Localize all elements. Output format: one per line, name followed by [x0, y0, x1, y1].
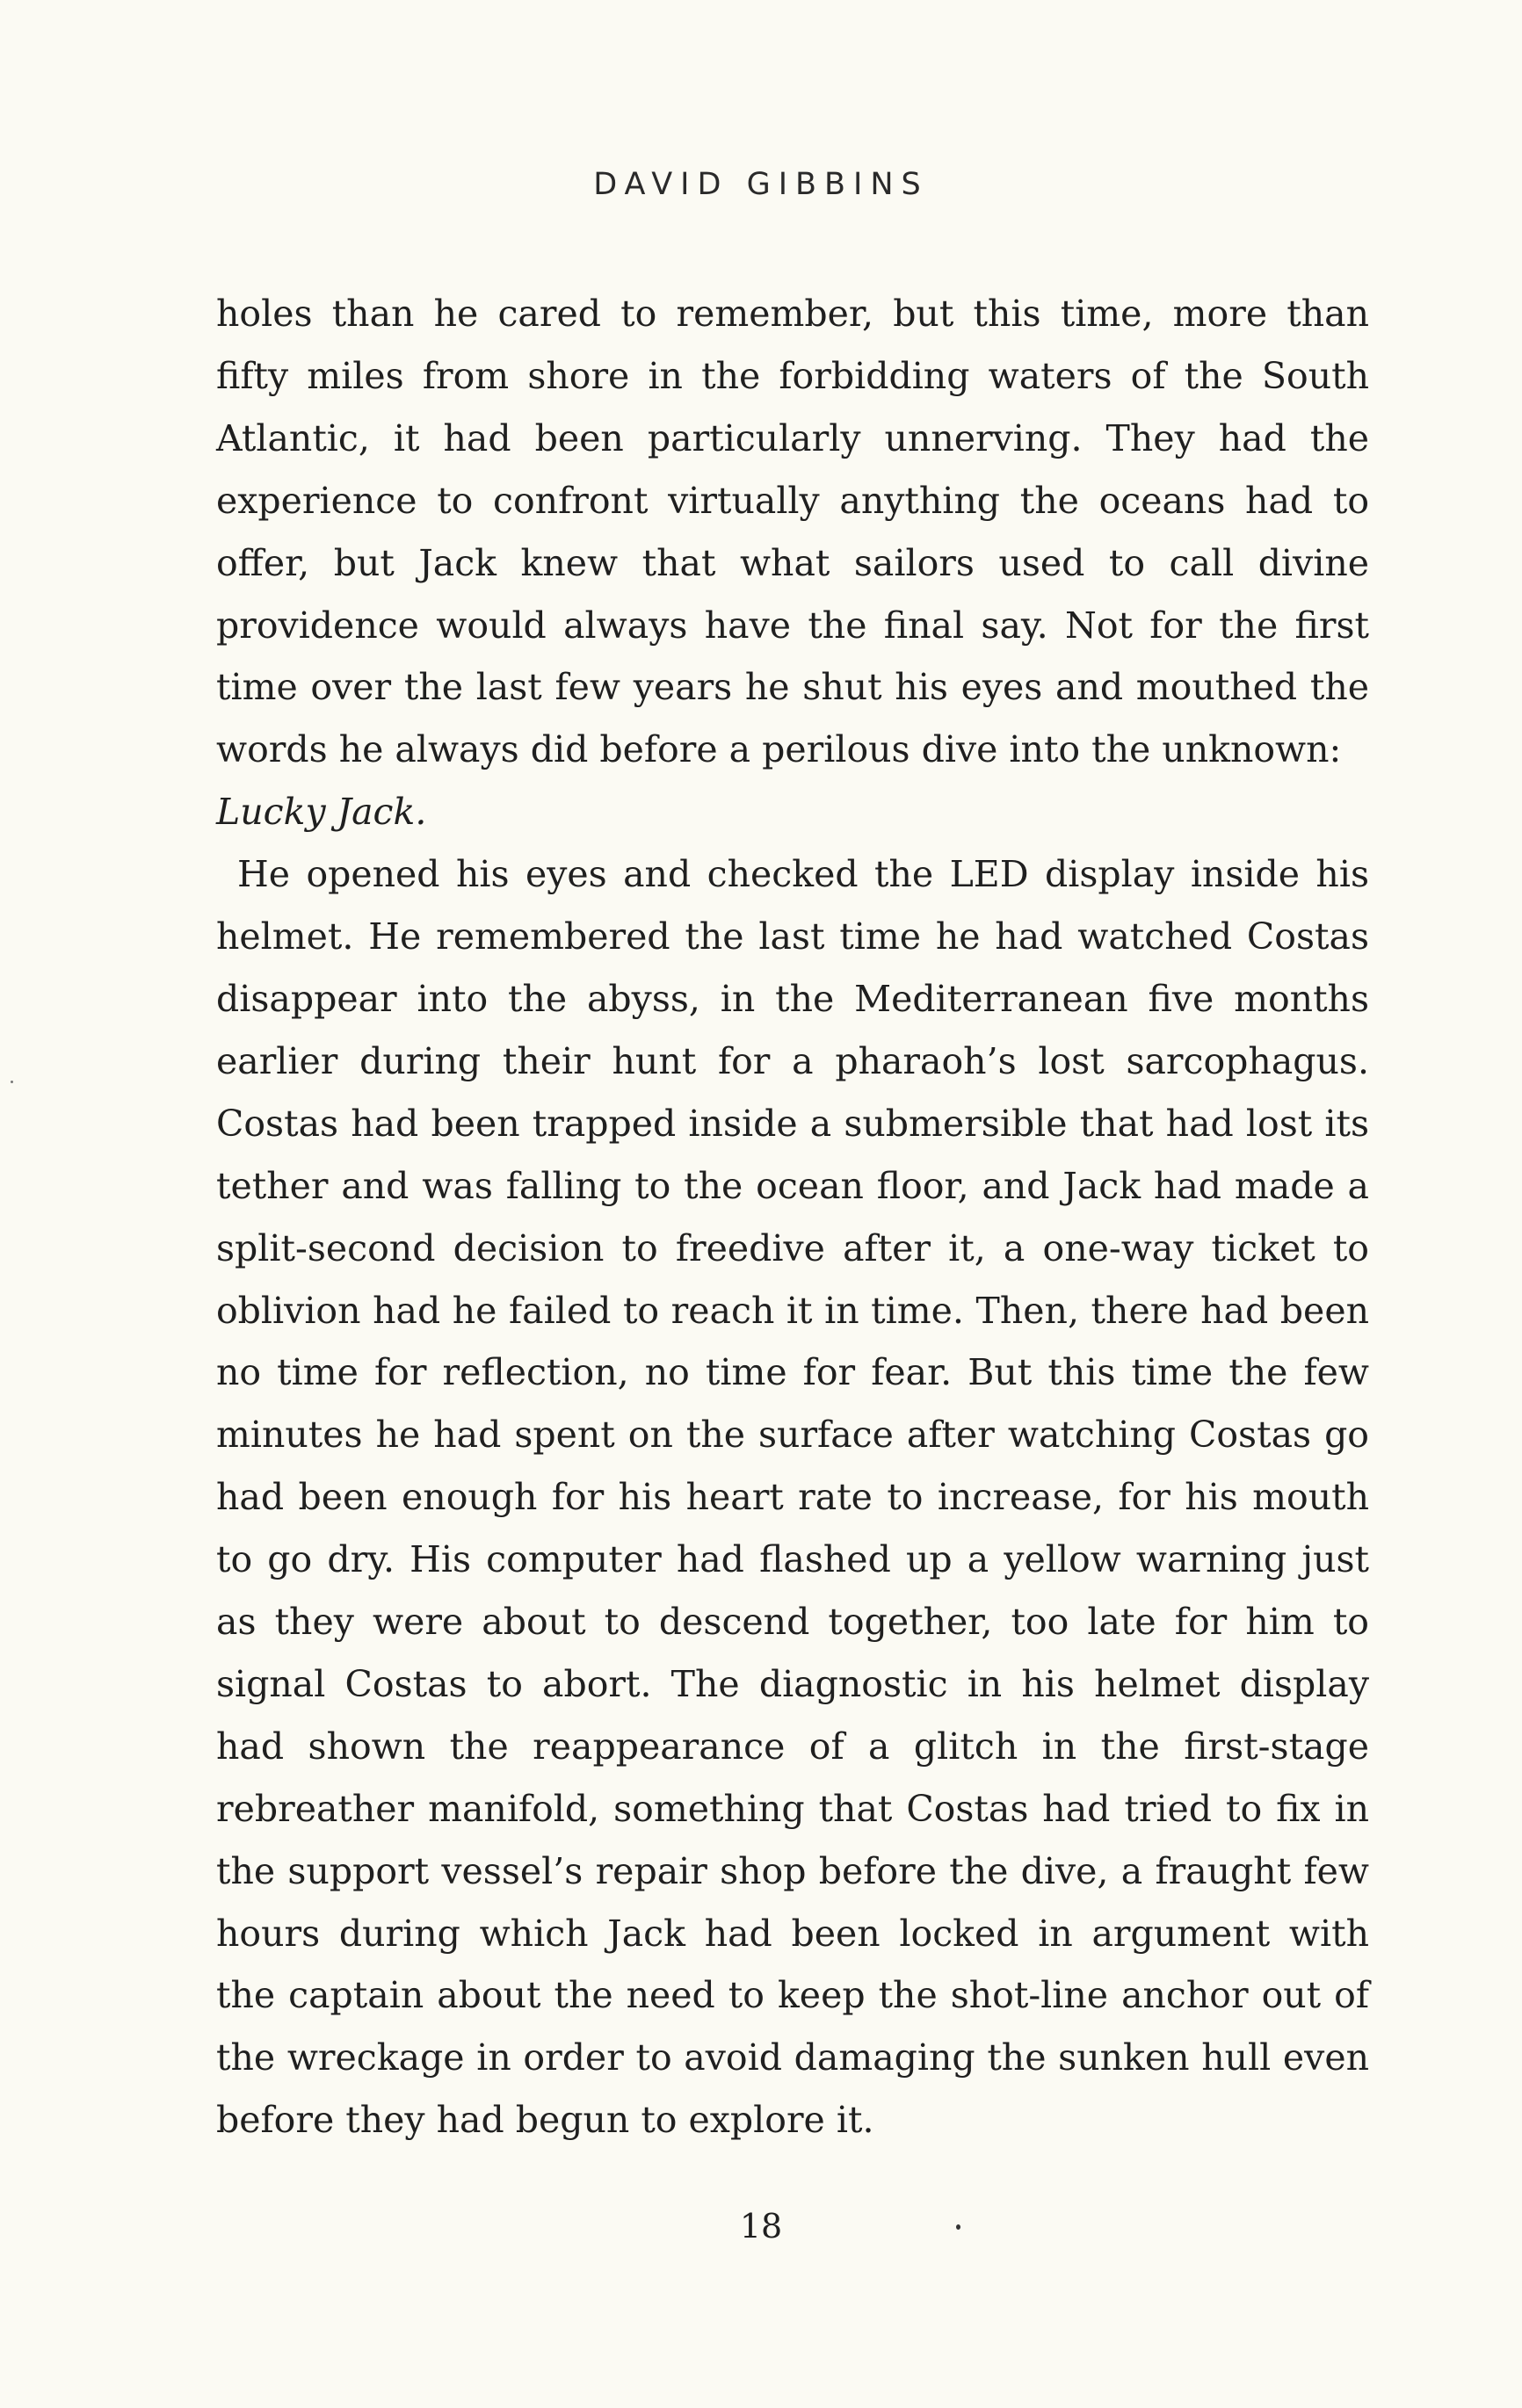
- page-number: 18: [739, 2207, 783, 2245]
- paragraph-1-italic: Lucky Jack.: [216, 791, 427, 834]
- paragraph-1: [216, 283, 1369, 843]
- body-text: [216, 283, 1369, 2151]
- paragraph-1-text: holes than he cared to remember, but this time, more than fifty miles from shore in the forbidding waters of the South Atlantic, it had been particularly unnerving. They had the experience to confront virtually anything the oceans had to offer, but Jack knew that what sailors used to call divine providence would always have the final say. Not for the first time over the last few years he shut his eyes and mouthed the words he always did before a perilous dive into the unknown:: [216, 293, 1369, 771]
- paragraph-2: He opened his eyes and checked the LED display inside his helmet. He remembered the last time he had watched Costas disappear into the abyss, in the Mediterranean five months earlier during their hunt for a pharaoh’s lost sarcophagus. Costas had been trapped inside a submersible that had lost its tether and was falling to the ocean floor, and Jack had made a split-second decision to freedive after it, a one-way ticket to oblivion had he failed to reach it in time. Then, there had been no time for reflection, no time for fear. But this time the few minutes he had spent on the surface after watching Costas go had been enough for his heart rate to increase, for his mouth to go dry. His computer had flashed up a yellow warning just as they were about to descend together, too late for him to signal Costas to abort. The diagnostic in his helmet display had shown the reappearance of a glitch in the first-stage rebreather manifold, something that Costas had tried to fix in the support vessel’s repair shop before the dive, a fraught few hours during which Jack had been locked in argument with the captain about the need to keep the shot-line anchor out of the wreckage in order to avoid damaging the sunken hull even before they had begun to explore it.: [216, 853, 1369, 2142]
- dust-speck: [956, 2224, 960, 2230]
- running-head: DAVID GIBBINS: [593, 167, 929, 202]
- dust-speck: [11, 1081, 13, 1083]
